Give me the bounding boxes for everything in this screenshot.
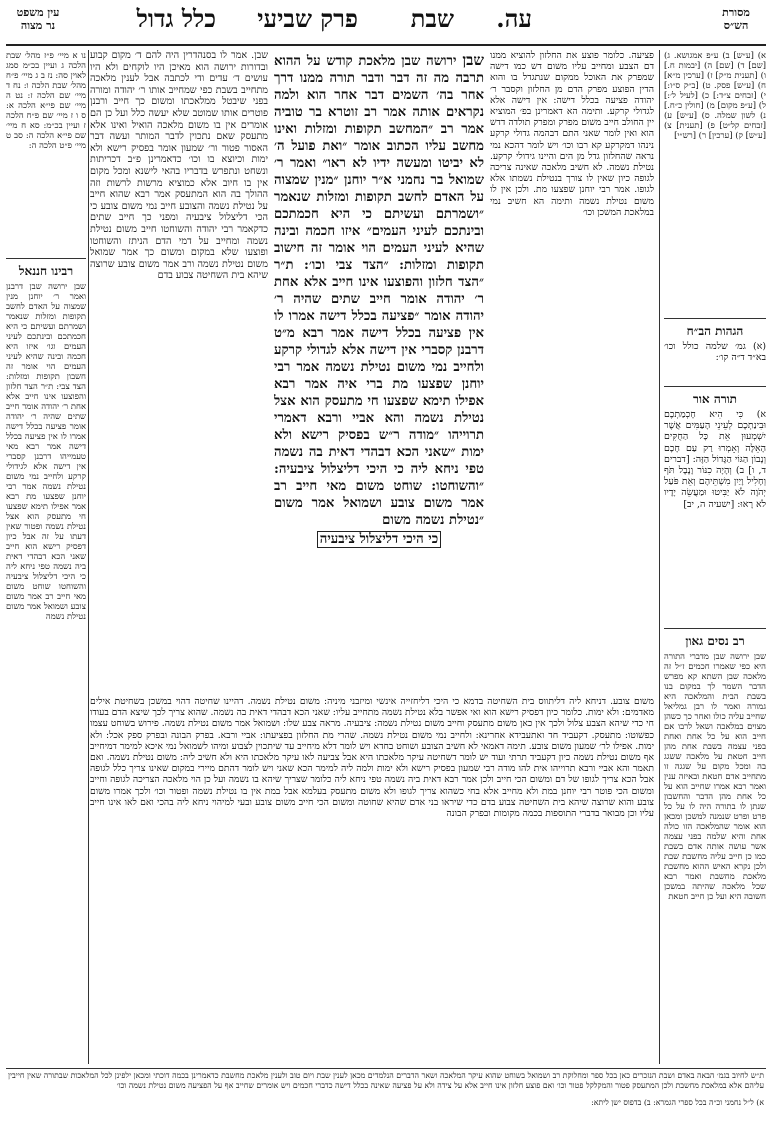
page-header: [0, 0, 772, 46]
column-divider: [659, 50, 660, 1064]
folio-number: עה.: [496, 4, 532, 33]
ein-mishpat-column: [6, 50, 86, 255]
column-divider: [88, 50, 89, 1064]
torah-or-title: תורה אור: [692, 392, 738, 406]
ein-mishpat-label: עין משפט נר מצוה: [16, 6, 60, 32]
footer-rule: [6, 1068, 766, 1069]
margin-divider: [664, 628, 766, 629]
rav-nissim-text: שבן ירושה שבן מדברי התורה היא כפי שאמרו חכמים ז״ל זה מלאכה שבן השתא קא מפרש הדבר השמר לך במקום בנו בשבת הבית והמלאכה היא גמורה ואמר לו רבן גמליאל שחייב עליה כולו ואחר כך כשהן מצוים במלאכה ושאל לרבו אם חייב הוא על כל אחת ואחת בפני עצמה בשבת אחת מהן חייב חטאת על מלאכה ששגג בה ומכל מקום על שגגה זו מתחייב אדם חטאת ובאיזה ענין ואמר רבא אמרו שחייב הוא על כל אחת מהן הדבר והחשבון שנתן לו בתורה היה לו על כל פרט ופרט שנמנה למשכן ומכאן הוא אומר שהמלאכה הזו כולה אחת והיא שלמה בפני עצמה אשר עושה אותה אדם בשבת כמו כן חייב עליה מחשבת שבת ולכן נקרא האיש ההוא מחשבת מלאכת מחשבת ואמר רבא שכל מלאכה שהיתה במשכן חשובה היא ועל כן חייב חטאת: [664, 651, 766, 901]
chapter-name: כלל גדול: [136, 4, 216, 33]
margin-divider: [6, 258, 86, 259]
masoret-hashas-label: מסורת הש״ס: [722, 6, 750, 32]
hagahot-habach-column: [664, 322, 766, 384]
tosafot-right-text: פציעה. כלומר פוצע את החלזון להוציא ממנו דם הצבע ומחייב עליו משום דש כמו דישה שמפרק את האוכל ממקום שנתגדל בו והוא הדין הפוצע מפרק הדם מן החלזון וקסבר ר׳ יהודה פציעה בכלל דישה: אין דישה אלא לגדולי קרקע. ותימה הא דאמרינן בפ׳ המוציא יין החולב חייב משום מפרק ומפרק תולדה דדש הוא ואין לומר שאני התם דבהמה גדולי קרקע נינהו דמקרקע קא רבו וכו׳ ויש לומר דהכא נמי נראה שהחלזון גדל מן הים והיינו גידולי קרקע. נטילת נשמה. לא חשיב מלאכה שאינה צריכה לגופה כיון שאין לו צורך בנטילת נשמתו אלא לגופו. אמר רבי יוחנן שפצעו מת. ולכן אין לו משום נטילת נשמה ותימה הא חשיב נמי במלאכת המשכן וכו׳: [490, 50, 654, 218]
rabeinu-chananel-text: שבן ירושה שבן דרבנן ואמר ר׳ יוחנן מנין שמצוה על האדם לחשב תקופות ומזלות שנאמר ושמרתם ועשיתם כי היא חכמתכם ובינתכם לעיני העמים וגו׳ איזו היא חכמה ובינה שהיא לעיני העמים הוי אומר זה חשבון תקופות ומזלות: הצד צבי: ת״ר הצד חלזון והפוצעו אינו חייב אלא אחת ר׳ יהודה אומר חייב שתים שהיה ר׳ יהודה אומר פציעה בכלל דישה אמרו לו אין פציעה בכלל דישה אמר רבא מאי טעמייהו דרבנן קסברי אין דישה אלא לגידולי קרקע ולחייב נמי משום נטילת נשמה אמר רבי יוחנן שפצעו מת רבא אמר אפילו תימא שפצעו חי מתעסק הוא אצל נטילת נשמה ופטור שאין דעתו על זה אבל כיון דפסיק רישא הוא חייב שאני הכא דבהדי דאית ביה נשמה טפי ניחא ליה כי היכי דליצלול ציבעיה והשוחטו שוחט משום מאי חייב רב אמר משום צובע ושמואל אמר משום נטילת נשמה: [6, 281, 86, 621]
gemara-text: ירושה שבן מלאכת קודש על ההוא תרבה מה זה דבר ודבר תורה ממנו דרך אחר בה׳ השמים דבר אחר הוא ולמה נקראים אותה אמר רב זוטרא בר טוביה אמר רב ״המחשב תקופות ומזלות ואינו מחשב עליו הכתוב אומר ״ואת פועל ה׳ לא יביטו ומעשה ידיו לא ראו״ ואמר ר׳ שמואל בר נחמני א״ר יוחנן ״מנין שמצוה על האדם לחשב תקופות ומזלות שנאמר ״ושמרתם ועשיתם כי היא חכמתכם ובינתכם לעיני העמים״ איזו חכמה ובינה שהיא לעיני העמים הוי אומר זה חישוב תקופות ומזלות: ״הצד צבי וכו׳: ת״ר ״הצד חלזון והפוצעו אינו חייב אלא אחת ר׳ יהודה אומר חייב שתים שהיה ר׳ יהודה אומר ״פציעה בכלל דישה אמרו לו אין פציעה בכלל דישה אמר רבא מ״ט דרבנן קסברי אין דישה אלא לגדולי קרקע ולחייב נמי משום נטילת נשמה אמר רבי יוחנן שפצעו מת ברי איה אמר רבא אפילו תימא שפצעו חי מתעסק הוא אצל נטילת נשמה והא אביי ורבא דאמרי תרוייהו ״מודה ר״ש בפסיק רישא ולא ימות ״שאני הכא דבהדי דאית בה נשמה טפי ניחא ליה כי היכי דליצלול ציבעיה: ״והשוחטו: שוחט משום מאי חייב רב אמר משום צובע ושמואל אמר משום ״נטילת נשמה משום: [274, 54, 484, 528]
chapter-number: פרק שביעי: [257, 4, 358, 33]
rashi-column: [90, 50, 268, 690]
header-rule: [6, 44, 766, 46]
masoret-text: א) [ע״ש] ב) ע״פ אמגושא. ג) [שם] ד) [שם] ה) [יבמות ח.] ו) [תענית מ״ק] ז) [ערכין מ״א] ח) [ע״ש] פסק. ט) [ב״ק ס״ו:] י) [זבחים צ״ד:] כ) [לעיל ל׳:] ל) [ע״פ מקום] מ) [חולין כ״ח.] נ) לשון שמלה. ס) [ע״ש] ע) [זבחים קל״ט] פ) [תענית] צ) [ע״ש] ק) [ערכין] ר) [רש״י]: [664, 50, 766, 140]
footnote-small-text: א) ל״ל נחמני וכ״ה בכל ספרי הגמרא: ב) בדפוס ישן ליתא:: [591, 1098, 764, 1107]
footnote-lines: ת״ש לחיוב בגמ׳ הבאה באדם ושבת הנזכרים כאן בכל ספר ומחלוקת רב ושמואל בשוחט שהוא עיקר המלאכה ושאר הדברים הנלמדים מכאן לענין שבת ויום טוב ולענין מלאכת מחשבת כדאמרינן בכמה דוכתי ומכאן ילפינן לכל המלאכות שבתורה שאין חייבין עליהם אלא במלאכת מחשבת ולכן המתעסק פטור והמקלקל פטור וכו׳ ואם פוצע חלזון אינו חייב אלא על צידה ולא על פציעה שאינה בכלל דישה כדברי חכמים ויש אומרים שחייב אף על הפציעה משום נטילת נשמה וכו׳: [8, 1071, 764, 1090]
rashi-text: שבן. אמר לו בסנהדרין היה להם ד׳ מקום קבוע ובדורות ירושה הוא מאיכן היו לוקחים ולא היו עושים ד׳ עדים ודי לכתבה אבל לענין מלאכה מתחייב בשבת כפי שמחייב אותו ר׳ יהודה ומורה בפני שיבטל ממלאכתו ומשום כך חייב ורבנן פוטרים אותו שמוטב שלא יעשה כלל ועל כן הם אומרים אין בו משום מלאכה הואיל ואינו אלא מתעסק שאם נתכוין לדבר המותר ועשה דבר האסור פטור ור׳ שמעון אומר בפסיק רישא ולא ימות וכיוצא בו וכו׳ כדאמרינן פ״ב דכריתות ונשחט ונתפרש בדבריו בהאי לישנא ומכל מקום אין בו חיוב אלא כמוציא מרשות לרשות וזה ההולך בה הוא המתעסק אמר רבא שהוא חייב על נטילת נשמה והצובע חייב נמי משום צובע כי הכי דליצלול ציבעיה ומפני כך חייב שתים כדקאמר רבי יהודה והשוחטו חייב משום נטילת נשמה ומחייב על דמי הדם הניתז והשוחטו ופוצעו שלא במקום ומשום כך אמר שמואל משום נטילת נשמה ורב אמר משום צובע שרוצה שיהא בית השחיטה צבוע בדם: [90, 50, 268, 282]
torah-or-text: א) כִּי הִיא חָכְמַתְכֶם וּבִינַתְכֶם לְעֵינֵי הָעַמִּים אֲשֶׁר יִשְׁמְעוּן אֵת כָּל הַחֻקִּים הָאֵלֶּה וְאָמְרוּ רַק עַם חָכָם וְנָבוֹן הַגּוֹי הַגָּדוֹל הַזֶּה: [דברים ד, ו] ב) וְהָיָה כִנּוֹר וָנֶבֶל תֹּף וְחָלִיל וָיַיִן מִשְׁתֵּיהֶם וְאֵת פֹּעַל יְהֹוָה לֹא יַבִּיטוּ וּמַעֲשֵׂה יָדָיו לֹא רָאוּ: [ישעיה ה, יב]: [664, 409, 766, 510]
rabeinu-chananel-column: [6, 262, 86, 1064]
tosafot-right-column: [490, 50, 654, 690]
footnotes: [8, 1071, 764, 1097]
margin-divider: [664, 318, 766, 319]
torah-or-column: [664, 390, 766, 624]
footnote-small: [420, 1098, 764, 1110]
gemara-main-text: [274, 52, 484, 692]
hagahot-text: (א) גמ׳ שלמה כולל וכו׳ בא״ד ד״ה קו׳:: [664, 341, 766, 364]
margin-divider: [664, 386, 766, 387]
rabeinu-chananel-title: רבינו חננאל: [18, 264, 74, 278]
boxed-phrase: כי היכי דליצלול ציבעיה: [317, 531, 441, 548]
gemara-opening-word: שבן: [462, 52, 484, 69]
tractate-name: שבת: [410, 4, 454, 33]
tosafot-lower-column: [90, 696, 654, 1064]
bottom-commentary-text: משום צובע. תימה דאמאי לא חשיב הצובע ושוחט בחדא ויש לומר דלא מיחייב עד שיתכוין לצבוע ומיהו לשמואל נמי איכא למימר דמיחייב אף משום נטילת נשמה כיון דקעביד תרתי ועוד יש לומר דשחיטה עיקר מלאכתו היא אבל צביעה לאו עיקר מלאכתו היא ולא חשיב ליה: משום נטילת נשמה. ואם תאמר והא אביי ורבא תרוייהו אית להו מודה רבי שמעון בפסיק רישא ולא ימות ולמה ליה למימר הכא שאני ויש לומר דהתם מיירי במקום שאינו צריך כלל לגופה אבל הכא צריך לגופו של דם ומשום הכי חייב ולכן אמר רבא דאית ביה נשמה טפי ניחא ליה כלומר שצריך שיהא בו נשמה ועל כן הוי מלאכה הצריכה לגופה וחייב ומשום הכי פוטר רבי יוחנן במת ולא מחייב אלא בחי כשהוא צריך לגופו ולא משום מתעסק בעלמא אבל במת אין בו נטילת נשמה ופטור וכו׳ ולכך אמרו משום צובע והוא שרוצה שיהא בית השחיטה צבוע בדם כדי שיראו בני אדם שהיא שחוטה ומשום הכי חייב משום צובע ובעי למיהוי ניחא ליה בהכי ואם לאו אינו חייב עליו וכן מבואר בדברי התוספות בכמה מקומות ובפרק הבונה: [90, 740, 654, 820]
rav-nissim-title: רב נסים גאון: [685, 634, 745, 648]
masoret-hashas-column: [664, 50, 766, 315]
tosafot-left-text: משום צובע. דניחא ליה דליתווס בית השחיטה בדמא כי היכי דליחזייה אינשי ומיזבני מיניה: משום נטילת נשמה. דהיינו שחיטה דהוי במשכן בשחיטת אילים מאדמים: ולא ימות. כלומר כיון דפסיק רישא הוא ואי אפשר בלא נטילת נשמה מתחייב עליו: שאני הכא דבהדי דאית בה נשמה. שהוא צריך לכך שיצא הדם בעודו חי כדי שיהא הצבע צלול ולכך אין כאן משום מתעסק וחייב משום נטילת נשמה: ציבעיה. מראה צבע שלו: ושמואל אמר משום נטילת נשמה. פירוש בשוחט עצמו כפשוטו: מתעסק. דקעביד חד ואתעבידא אחרינא: ולחייב נמי משום נטילת נשמה. שהרי מת החלזון בפציעתו: אביי ורבא. בפרק הבונה ובפרק ספק אכל: ולא ימות. אפילו לר׳ שמעון: [90, 696, 654, 752]
hagahot-title: הגהות הב״ח: [686, 324, 744, 338]
rav-nissim-gaon-column: [664, 632, 766, 1064]
ein-mishpat-text: נו א מיי׳ פ״ז מהל׳ שבת הלכה ג ועיין בכ״מ סמג לאוין סה: נז ב ג מיי׳ פ״ח מהל׳ שבת הלכה ו: נח ד מיי׳ שם הלכה ז: נט ה מיי׳ שם פי״א הלכה א: ס ו ז מיי׳ שם פ״ח הלכה ז ועיין בכ״מ: סא ח מיי׳ שם פי״א הלכה ה: סב ט מיי׳ פ״ט הלכה ה:: [6, 50, 86, 150]
